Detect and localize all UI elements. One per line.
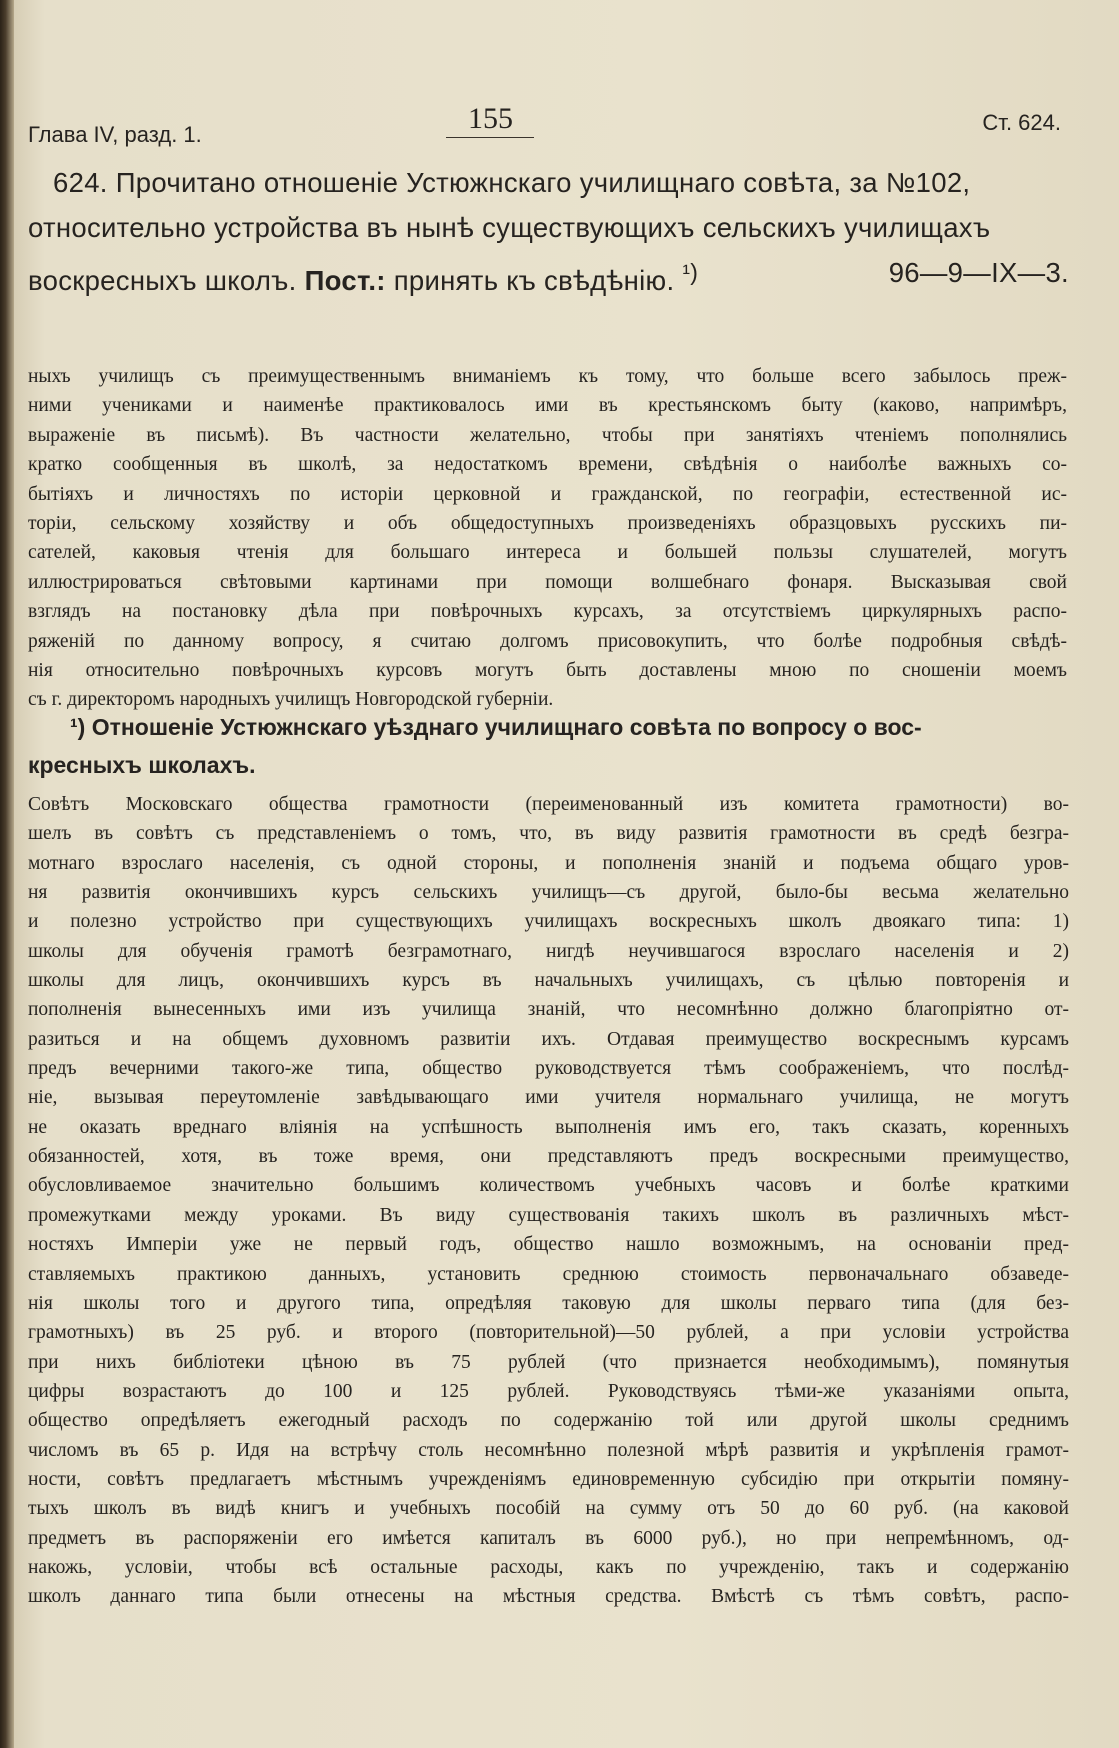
text-line: школы для лицъ, окончившихъ курсъ въ начальныхъ училищахъ, съ цѣлью повторенія и <box>28 970 1069 992</box>
text-line: мотнаго взрослаго населенія, съ одной стороны, и пополненія знаній и подъема общаго уров- <box>28 852 1069 874</box>
footnote-title: ¹) Отношеніе Устюжнскаго уѣзднаго училищнаго совѣта по вопросу о вос- кресныхъ школахъ. <box>28 714 922 778</box>
text-line: тыхъ школъ въ видѣ книгъ и учебныхъ пособій на сумму отъ 50 до 60 руб. (на каковой <box>28 1498 1069 1520</box>
resolution-ref: 96—9—IX—3. <box>888 257 1069 288</box>
text-line: промежутками между уроками. Въ виду существованія такихъ школъ въ различныхъ мѣст- <box>28 1204 1069 1226</box>
article-number: Ст. 624. <box>982 110 1061 135</box>
text-line: шелъ въ совѣтъ съ представленіемъ о томъ, что, въ виду развитія грамотности въ средѣ безгра- <box>28 823 1069 845</box>
page-header <box>28 102 1061 147</box>
resolution-line-1: 624. Прочитано отношеніе Устюжнскаго училищнаго совѣта, за №102, <box>53 167 971 198</box>
text-line: ностяхъ Имперіи уже не первый годъ, общество нашло возможнымъ, на основаніи пред- <box>28 1234 1069 1256</box>
text-line: сателей, каковыя чтенія для большаго интереса и большей пользы слушателей, могутъ <box>28 542 1067 564</box>
text-line: не оказать вреднаго вліянія на успѣшность выполненія имъ его, такъ сказать, коренныхъ <box>28 1116 1069 1138</box>
text-line: числомъ въ 65 р. Идя на встрѣчу столь несомнѣнно полезной мѣрѣ развитія и укрѣпленія грамот- <box>28 1439 1069 1461</box>
text-line: выраженіе въ письмѣ). Въ частности желательно, чтобы при занятіяхъ чтеніемъ пополнялись <box>28 424 1067 446</box>
text-line: цифры возрастаютъ до 100 и 125 рублей. Руководствуясь тѣми-же указаніями опыта, <box>28 1380 1069 1402</box>
text-line: бытіяхъ и личностяхъ по исторіи церковной и гражданской, по географіи, естественной ис- <box>28 483 1067 505</box>
resolution-paragraph <box>28 160 1069 303</box>
text-line: предметъ въ распоряженіи его имѣется капиталъ въ 6000 руб.), но при непремѣнномъ, од- <box>28 1527 1069 1549</box>
page-number-underline <box>446 137 534 138</box>
text-line: обязанностей, хотя, въ тоже время, они представляютъ предъ воскресными преимущество, <box>28 1146 1069 1168</box>
text-line: ности, совѣтъ предлагаетъ мѣстнымъ учрежденіямъ единовременную субсидію при открытіи помяну- <box>28 1468 1069 1490</box>
text-line: накожь, условіи, чтобы всѣ остальные расходы, какъ по учрежденію, такъ и содержанію <box>28 1556 1069 1578</box>
text-line: взглядъ на постановку дѣла при повѣрочныхъ курсахъ, за отсутствіемъ циркулярныхъ распо- <box>28 601 1067 623</box>
text-line: школы для обученія грамотѣ безграмотнаго, нигдѣ неучившагося взрослаго населенія и 2) <box>28 940 1069 962</box>
text-line: обусловливаемое значительно большимъ количествомъ учебныхъ часовъ и болѣе краткими <box>28 1175 1069 1197</box>
text-line: пополненія вынесенныхъ ими изъ училища знаній, что несомнѣнно должно благопріятно от- <box>28 999 1069 1021</box>
text-line: разиться и на общемъ духовномъ развитіи ихъ. Отдавая преимущество воскреснымъ курсамъ <box>28 1028 1069 1050</box>
resolution-line-2: относительно устройства въ нынѣ существующихъ сельскихъ училищахъ <box>28 212 991 243</box>
book-spine-shadow <box>0 0 14 1748</box>
text-line: при нихъ библіотеки цѣною въ 75 рублей (что признается необходимымъ), помянутыя <box>28 1351 1069 1373</box>
page-number: 155 <box>468 102 513 135</box>
text-line: съ г. директоромъ народныхъ училищъ Новгородской губерніи. <box>28 689 554 711</box>
text-line: ныхъ училищъ съ преимущественнымъ вниманіемъ къ тому, что больше всего забылось преж- <box>28 366 1067 387</box>
footnote-mark: ¹) <box>70 714 86 740</box>
chapter-reference: Глава IV, разд. 1. <box>28 122 202 147</box>
text-line: школъ даннаго типа были отнесены на мѣстныя средства. Вмѣстѣ съ тѣмъ совѣтъ, распо- <box>28 1586 1069 1608</box>
text-line: предъ вечерними такого-же типа, общество руководствуется тѣмъ соображеніемъ, что послѣд- <box>28 1058 1069 1080</box>
text-line: грамотныхъ) въ 25 руб. и второго (повторительной)—50 рублей, а при условіи устройства <box>28 1322 1069 1344</box>
text-line: нія школы того и другого типа, опредѣляя таковую для школы перваго типа (для без- <box>28 1292 1069 1314</box>
footnote-reference: ¹) <box>682 259 699 285</box>
text-line: ряженій по данному вопросу, я считаю долгомъ присовокупить, что болѣе подробныя свѣдѣ- <box>28 630 1067 652</box>
resolution-line-3: воскресныхъ школъ. Пост.: принять къ свѣдѣнію. $^{^1)}$ 96—9—IX—3. <box>28 250 1069 303</box>
text-line: нія относительно повѣрочныхъ курсовъ могутъ быть доставлены мною по сношеніи моемъ <box>28 660 1067 682</box>
text-line: торіи, сельскому хозяйству и объ общедоступныхъ произведеніяхъ образцовыхъ русскихъ пи- <box>28 513 1067 535</box>
text-line: общество опредѣляетъ ежегодный расходъ по содержанію той или другой школы среднимъ <box>28 1410 1069 1432</box>
text-line: и полезно устройство при существующихъ училищахъ воскресныхъ школъ двоякаго типа: 1) <box>28 911 1069 933</box>
footnote-text-block <box>28 790 1069 1612</box>
continued-text-block <box>28 362 1067 715</box>
text-line: иллюстрироваться свѣтовыми картинами при помощи волшебнаго фонаря. Высказывая свой <box>28 571 1067 593</box>
text-line: Совѣтъ Московскаго общества грамотности (переименованный изъ комитета грамотности) во- <box>28 794 1069 815</box>
text-line: ними учениками и наименѣе практиковалось ими въ крестьянскомъ быту (каково, напримѣръ, <box>28 395 1067 417</box>
text-line: ніе, вызывая переутомленіе завѣдывающаго ими учителя нормальнаго училища, не могутъ <box>28 1087 1069 1109</box>
post-label: Пост.: <box>304 265 386 297</box>
text-line: ставляемыхъ практикою данныхъ, установить среднюю стоимость первоначальнаго обзаведе- <box>28 1263 1069 1285</box>
text-line: кратко сообщенныя въ школѣ, за недостаткомъ времени, свѣдѣнія о наиболѣе важныхъ со- <box>28 454 1067 476</box>
resolution-number: 624. <box>53 167 108 198</box>
text-line: ня развитія окончившихъ курсъ сельскихъ училищъ—съ другой, было-бы весьма желательно <box>28 882 1069 904</box>
